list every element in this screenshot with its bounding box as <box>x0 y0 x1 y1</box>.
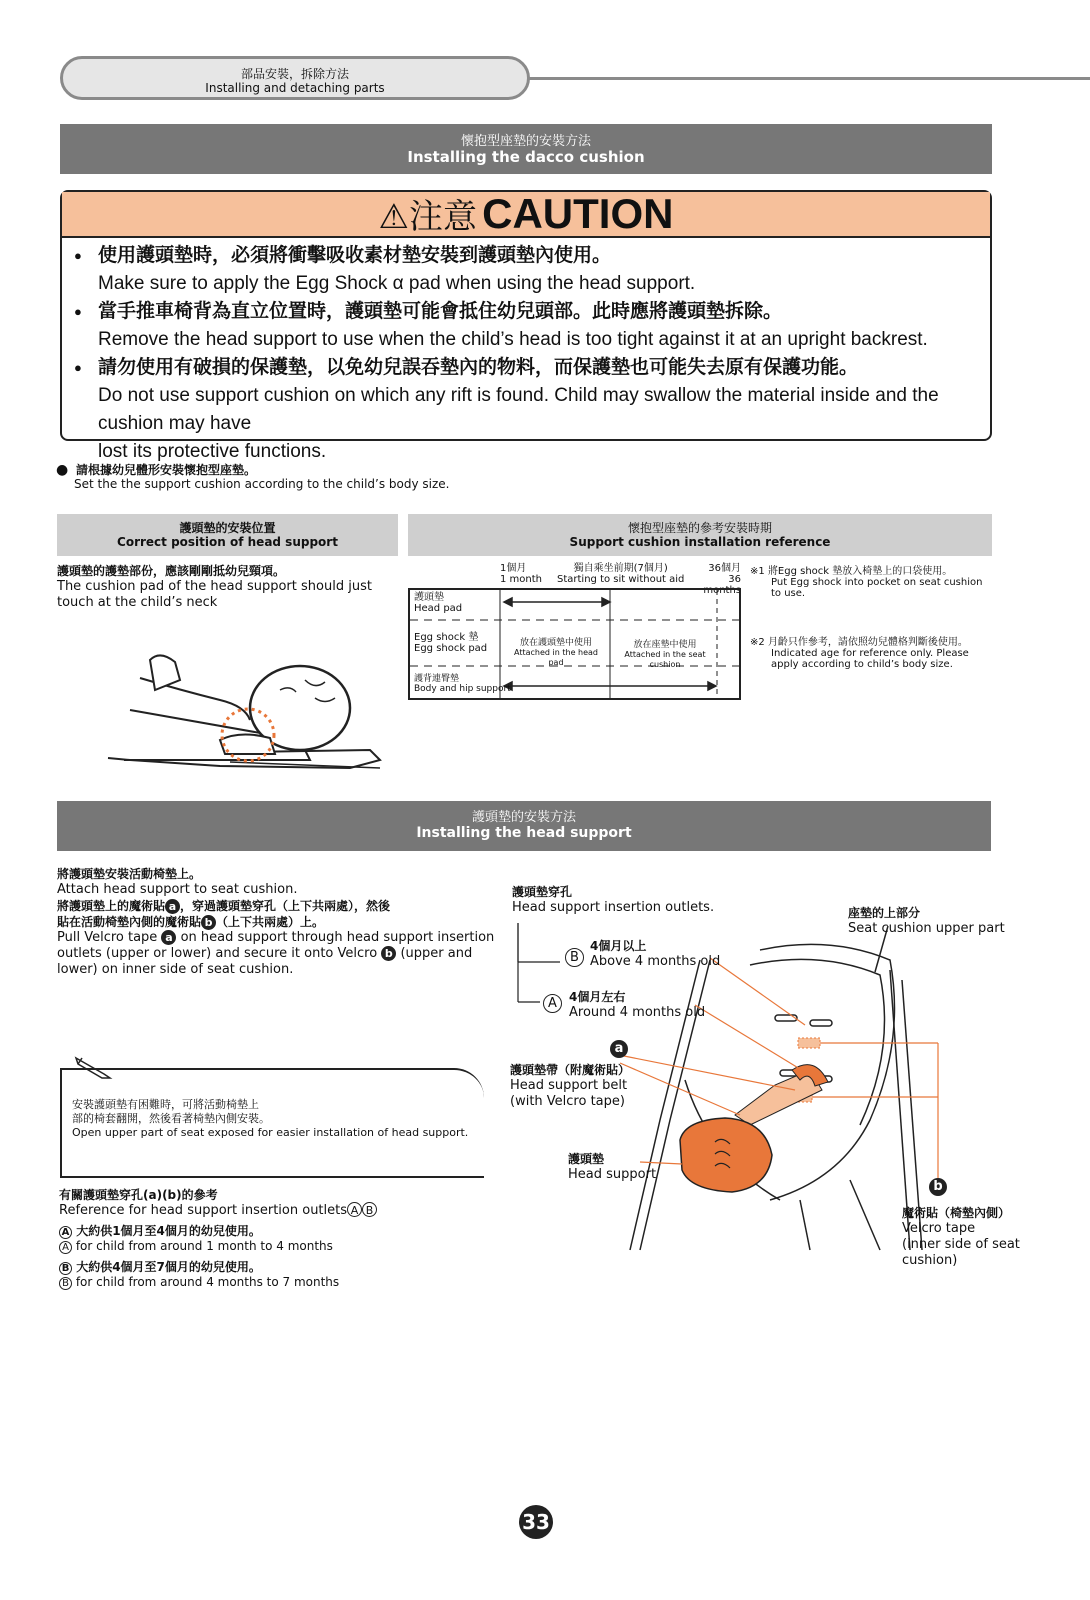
dacco-title-bar <box>60 124 992 174</box>
velcro-zh: 魔術貼（椅墊內側） <box>902 1206 1011 1220</box>
caution-line-en: Make sure to apply the Egg Shock α pad when using the head support. <box>98 273 696 294</box>
caution-line-zh: ● 請勿使用有破損的保護墊，以免幼兒誤吞墊內的物料，而保護墊也可能失去原有保護功能。 <box>74 354 990 382</box>
note-1-en: Put Egg shock into pocket on seat cushion to use. <box>771 577 983 599</box>
position-title-en: Correct position of head support <box>117 535 338 549</box>
reference-title-bar <box>408 514 992 556</box>
outlet-a-icon: A <box>59 1226 72 1239</box>
position-title-bar <box>57 514 398 556</box>
ref-cell-head-pad-use <box>510 638 602 668</box>
ref-row-head-pad-zh: 護頭墊 <box>414 592 444 603</box>
reference-note-2 <box>750 637 995 670</box>
ref-cell-head-pad-use-en: Attached in the head pad <box>514 648 598 667</box>
velcro-b-icon: b <box>201 915 216 930</box>
ref-col-7months-en: Starting to sit without aid <box>557 574 685 585</box>
outlet-a-diagram-en: Around 4 months old <box>569 1005 706 1020</box>
note-2-mark: ※2 <box>750 637 765 648</box>
ref-col-36months-en: 36 months <box>703 574 741 596</box>
install-title-en: Installing the head support <box>416 825 632 841</box>
belt-en-1: Head support belt <box>510 1078 628 1093</box>
outlet-a-diagram-zh: 4個月左右 <box>569 990 626 1004</box>
ref-row-egg-shock-en: Egg shock pad <box>414 643 488 654</box>
bullet-icon: ● <box>56 462 69 478</box>
page-number: 33 <box>519 1505 553 1539</box>
ref-cell-head-pad-use-zh: 放在護頭墊中使用 <box>519 638 592 648</box>
set-note <box>56 463 450 491</box>
outlet-b-icon: B <box>59 1262 72 1275</box>
caution-body <box>62 238 990 466</box>
ref-col-7months-zh: 獨自乘坐前期(7個月) <box>573 563 668 574</box>
install-title-zh: 護頭墊的安裝方法 <box>471 810 576 825</box>
step-2-zh-d: （上下共兩處）上。 <box>216 915 325 929</box>
insert-outlets-zh: 護頭墊穿孔 <box>512 885 573 899</box>
step-2-en-b: on head support through head support insertion <box>180 930 495 945</box>
caution-line-zh: ● 當手推車椅背為直立位置時，護頭墊可能會抵住幼兒頭部。此時應將護頭墊拆除。 <box>74 298 990 326</box>
install-title-bar <box>57 801 991 851</box>
velcro-label <box>902 1205 1020 1269</box>
outlet-a-diagram-icon: A <box>543 994 562 1013</box>
caution-line-en: Do not use support cushion on which any rift is found. Child may swallow the material inside and the cushion may have <box>98 385 939 434</box>
velcro-b-diagram-icon: b <box>929 1178 947 1196</box>
caution-line-en: lost its protective functions. <box>98 441 327 462</box>
dacco-title-zh: 懷抱型座墊的安裝方法 <box>460 134 591 149</box>
tip-zh-2: 部的椅套翻開，然後看著椅墊內側安裝。 <box>72 1112 270 1125</box>
outlet-b-icon: B <box>362 1202 377 1217</box>
ref-col-1month <box>500 563 542 585</box>
position-text-zh: 護頭墊的護墊部份，應該剛剛抵幼兒頸項。 <box>57 564 286 578</box>
velcro-en-1: Velcro tape <box>902 1221 976 1236</box>
caution-title-zh: ⚠注意 <box>378 197 478 237</box>
ref-col-7months <box>557 563 684 585</box>
header-zh: 部品安裝，拆除方法 <box>240 67 349 81</box>
outlet-b-label <box>565 938 720 970</box>
seat-upper-zh: 座墊的上部分 <box>848 906 921 920</box>
ref-row-body-hip-en: Body and hip support <box>414 684 511 694</box>
step-1-en: Attach head support to seat cushion. <box>57 882 298 897</box>
section-header-pill <box>60 56 530 100</box>
position-text-en: The cushion pad of the head support should just touch at the child’s neck <box>57 579 372 610</box>
step-2-zh-a: 將護頭墊上的魔術貼 <box>57 899 166 913</box>
outlet-b-diagram-icon: B <box>565 948 584 967</box>
set-note-en: Set the the support cushion according to the child’s body size. <box>74 477 450 491</box>
belt-label <box>510 1062 630 1110</box>
velcro-en-3: cushion) <box>902 1253 958 1268</box>
head-support-zh: 護頭墊 <box>568 1152 605 1166</box>
caution-header <box>62 192 990 238</box>
tip-zh-1: 安裝護頭墊有困難時，可將活動椅墊上 <box>72 1098 259 1111</box>
outlet-a-icon: A <box>59 1241 72 1254</box>
outlet-title-zh: 有關護頭墊穿孔(a)(b)的參考 <box>59 1188 218 1202</box>
ref-cell-seat-cushion-use-en: Attached in the seat cushion <box>624 650 706 669</box>
seat-upper-label <box>848 905 1005 937</box>
outlet-b-diagram-en: Above 4 months old <box>590 954 721 969</box>
head-support-en: Head support <box>568 1167 657 1182</box>
header-rule <box>528 77 1090 80</box>
note-2-zh: 月齡只作參考，請依照幼兒體格判斷後使用。 <box>767 637 968 648</box>
outlet-reference <box>59 1188 479 1290</box>
step-2-en-e: lower) on inner side of seat cushion. <box>57 962 294 977</box>
ref-col-36months-zh: 36個月 <box>708 563 741 574</box>
reference-table <box>408 588 741 700</box>
tip-text <box>72 1098 468 1140</box>
insert-outlets-en: Head support insertion outlets. <box>512 900 715 915</box>
outlet-a-icon: A <box>347 1202 362 1217</box>
ref-col-1month-zh: 1個月 <box>500 563 527 574</box>
dacco-title-en: Installing the dacco cushion <box>407 148 645 166</box>
note-1-zh: 將Egg shock 墊放入椅墊上的口袋使用。 <box>767 566 953 577</box>
velcro-en-2: (inner side of seat <box>902 1237 1020 1252</box>
header-en: Installing and detaching parts <box>205 81 385 95</box>
ref-cell-seat-cushion-use <box>613 640 717 670</box>
ref-cell-seat-cushion-use-zh: 放在座墊中使用 <box>633 640 697 650</box>
outlet-a-label <box>543 989 705 1021</box>
head-support-label <box>568 1151 656 1183</box>
position-text <box>57 563 392 611</box>
reference-title-zh: 懷抱型座墊的參考安裝時期 <box>627 521 772 535</box>
velcro-a-icon: a <box>165 899 180 914</box>
set-note-zh: 請根據幼兒體形安裝懷抱型座墊。 <box>76 463 257 477</box>
step-2-en-d: (upper and <box>400 946 473 961</box>
step-2-en-a: Pull Velcro tape <box>57 930 158 945</box>
ref-row-egg-shock <box>414 632 487 654</box>
note-1-mark: ※1 <box>750 566 765 577</box>
note-2-en: Indicated age for reference only. Please apply according to child’s body size. <box>771 648 969 670</box>
reference-note-1 <box>750 566 990 599</box>
tip-note-box <box>60 1068 484 1178</box>
outlet-a-en: for child from around 1 month to 4 months <box>75 1239 333 1253</box>
ref-row-body-hip <box>414 674 511 694</box>
tip-en: Open upper part of seat exposed for easier installation of head support. <box>72 1126 469 1139</box>
ref-row-body-hip-zh: 護背連臀墊 <box>414 674 460 684</box>
seat-upper-en: Seat cushion upper part <box>848 921 1005 936</box>
install-steps <box>57 866 497 978</box>
belt-en-2: (with Velcro tape) <box>510 1094 625 1109</box>
step-2-zh-b: ，穿過護頭墊穿孔（上下共兩處），然後 <box>180 899 391 913</box>
velcro-a-icon: a <box>161 930 176 945</box>
step-2-en-c: outlets (upper or lower) and secure it onto Velcro <box>57 946 378 961</box>
ref-row-head-pad-en: Head pad <box>414 603 463 614</box>
velcro-b-icon: b <box>381 946 396 961</box>
caution-line-zh: ● 使用護頭墊時，必須將衝擊吸收素材墊安裝到護頭墊內使用。 <box>74 242 990 270</box>
step-1-zh: 將護頭墊安裝活動椅墊上。 <box>57 867 202 881</box>
outlet-b-diagram-zh: 4個月以上 <box>590 939 647 953</box>
ref-col-1month-en: 1 month <box>500 574 542 585</box>
outlet-b-zh: 大約供4個月至7個月的幼兒使用。 <box>76 1260 261 1274</box>
outlet-b-en: for child from around 4 months to 7 months <box>75 1275 340 1289</box>
caution-line-en: Remove the head support to use when the child’s head is too tight against it at an upright backrest. <box>98 329 928 350</box>
outlet-title-en: Reference for head support insertion outlets <box>59 1203 348 1218</box>
baby-neck-illustration <box>100 650 390 780</box>
caution-title-en: CAUTION <box>482 190 674 237</box>
insert-outlets-label <box>512 884 714 916</box>
velcro-a-diagram-icon: a <box>610 1040 628 1058</box>
outlet-b-icon: B <box>59 1277 72 1290</box>
outlet-a-zh: 大約供1個月至4個月的幼兒使用。 <box>76 1224 261 1238</box>
step-2-zh-c: 貼在活動椅墊內側的魔術貼 <box>57 915 202 929</box>
ref-row-head-pad <box>414 592 462 614</box>
position-title-zh: 護頭墊的安裝位置 <box>179 521 276 535</box>
belt-zh: 護頭墊帶（附魔術貼） <box>510 1063 631 1077</box>
ref-row-egg-shock-zh: Egg shock 墊 <box>414 632 479 643</box>
caution-box <box>60 190 992 462</box>
reference-title-en: Support cushion installation reference <box>569 535 831 549</box>
